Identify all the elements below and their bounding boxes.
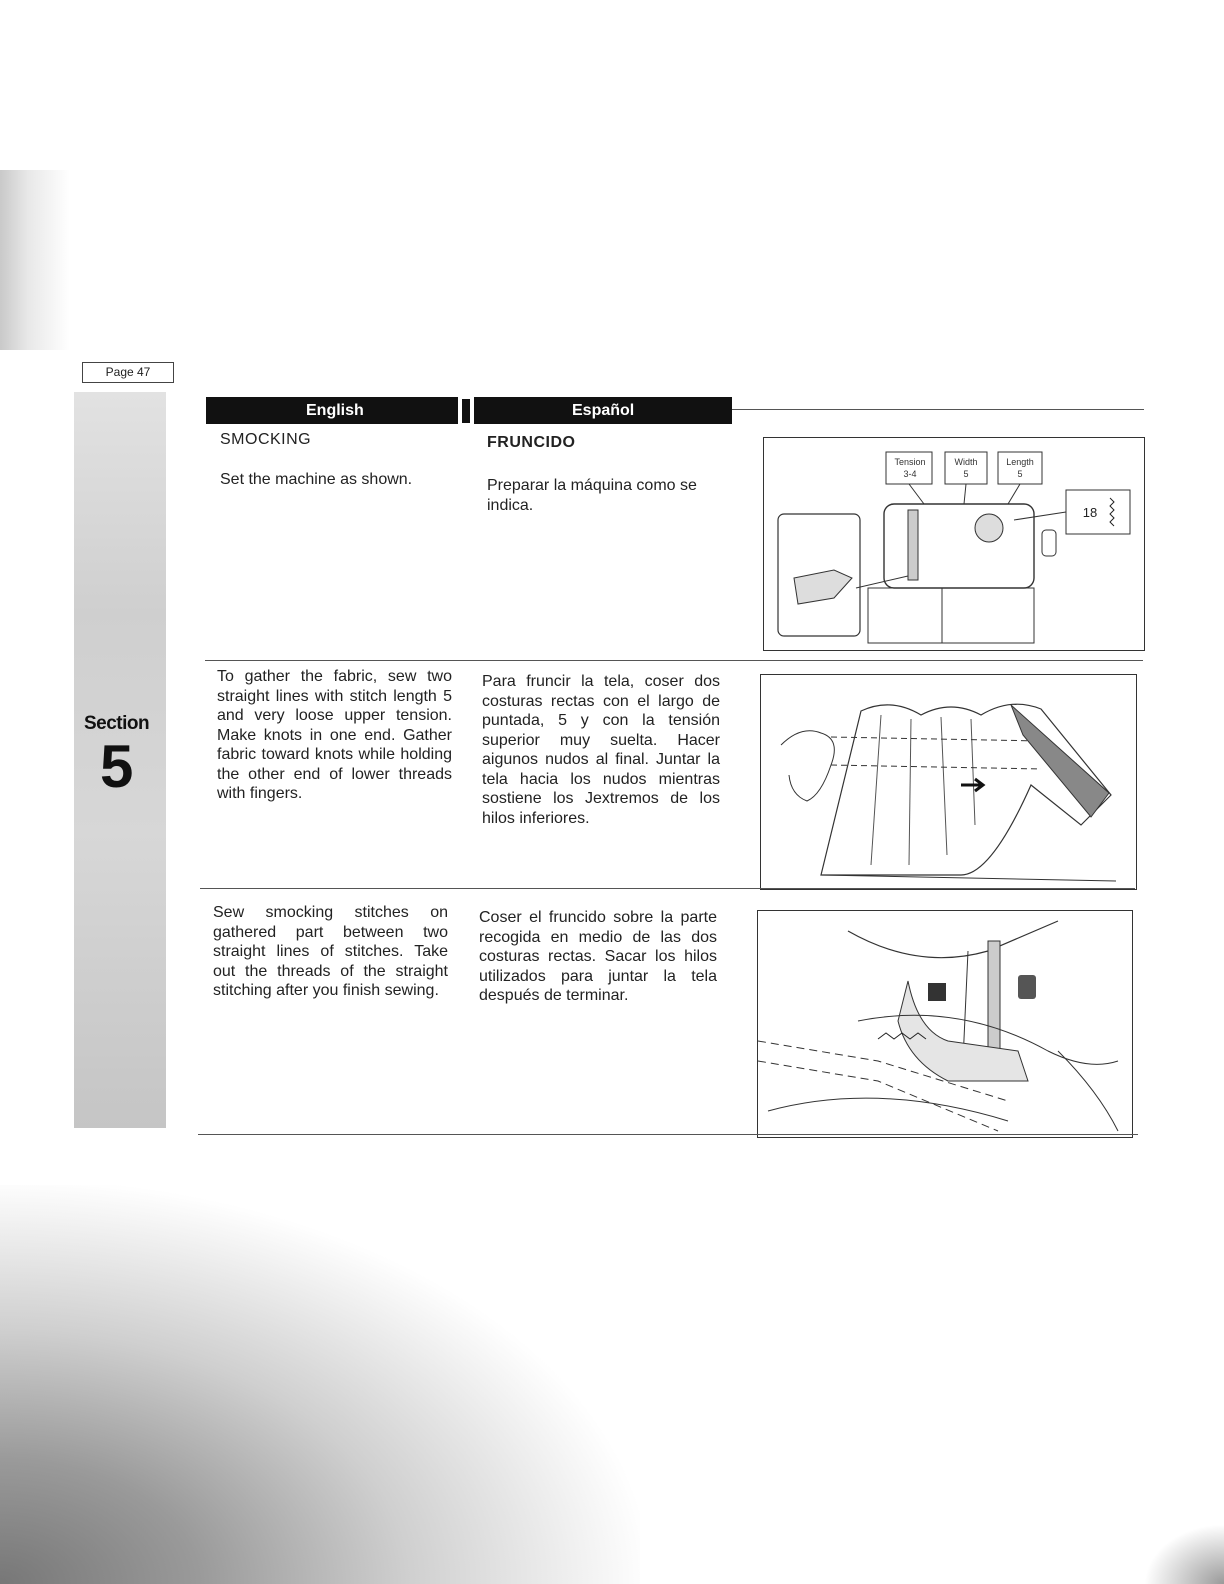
length-value: 5: [1017, 469, 1023, 479]
english-paragraph-3: Sew smocking stitches on gathered part between two straight lines of stitches. Take out the threads of the straight stitching after you finish sewing.: [213, 904, 448, 999]
tension-label: Tension: [894, 457, 926, 467]
smocking-stitch-figure: [757, 910, 1133, 1138]
row-divider-2: [200, 888, 1135, 889]
width-label: Width: [954, 457, 978, 467]
width-value: 5: [963, 469, 969, 479]
bottom-rule: [198, 1134, 1138, 1135]
presser-foot-illustration: [758, 911, 1132, 1137]
scan-shadow-left: [0, 170, 70, 350]
gathered-fabric-illustration: [761, 675, 1136, 889]
english-paragraph-1: Set the machine as shown.: [220, 471, 413, 488]
english-label: English: [306, 402, 364, 419]
english-paragraph-2: To gather the fabric, sew two straight lines with stitch length 5 and very loose upper tension. Make knots in one end. Gather fabric toward knots while holding the other end of lower threads with fingers.: [217, 668, 452, 802]
spanish-paragraph-1: Preparar la máquina como se indica.: [487, 477, 697, 514]
scan-shadow-corner: [1144, 1524, 1224, 1584]
header-divider: [462, 399, 470, 423]
spanish-header-bar: [474, 397, 732, 424]
row-divider-1: [205, 660, 1143, 661]
section-number: 5: [100, 733, 134, 800]
spanish-paragraph-2: Para fruncir la tela, coser dos costuras rectas con el largo de puntada, 5 y con la tensión superior muy suelta. Hacer aigunos nudos al final. Juntar la tela hacia los nudos mientras sostiene los Jextremos de los hilos inferiores.: [482, 673, 720, 827]
tension-value: 3-4: [903, 469, 917, 479]
page-number: Page 47: [82, 362, 174, 383]
length-label: Length: [1006, 457, 1034, 467]
spanish-label: Español: [572, 402, 635, 419]
english-heading: SMOCKING: [220, 431, 312, 448]
gathering-fabric-figure: [760, 674, 1137, 890]
header-rule: [732, 409, 1144, 410]
machine-settings-figure: [763, 437, 1145, 651]
pattern-number: 18: [1082, 505, 1098, 520]
spanish-heading: FRUNCIDO: [487, 434, 576, 451]
sewing-machine-illustration: [764, 438, 1144, 650]
section-label: Section: [84, 713, 150, 734]
spanish-paragraph-3: Coser el fruncido sobre la parte recogida en medio de las dos costuras rectas. Sacar los hilos utilizados para juntar la tela después de terminar.: [479, 909, 717, 1004]
scan-shadow-bottom: [0, 1185, 640, 1584]
english-header-bar: [206, 397, 458, 424]
